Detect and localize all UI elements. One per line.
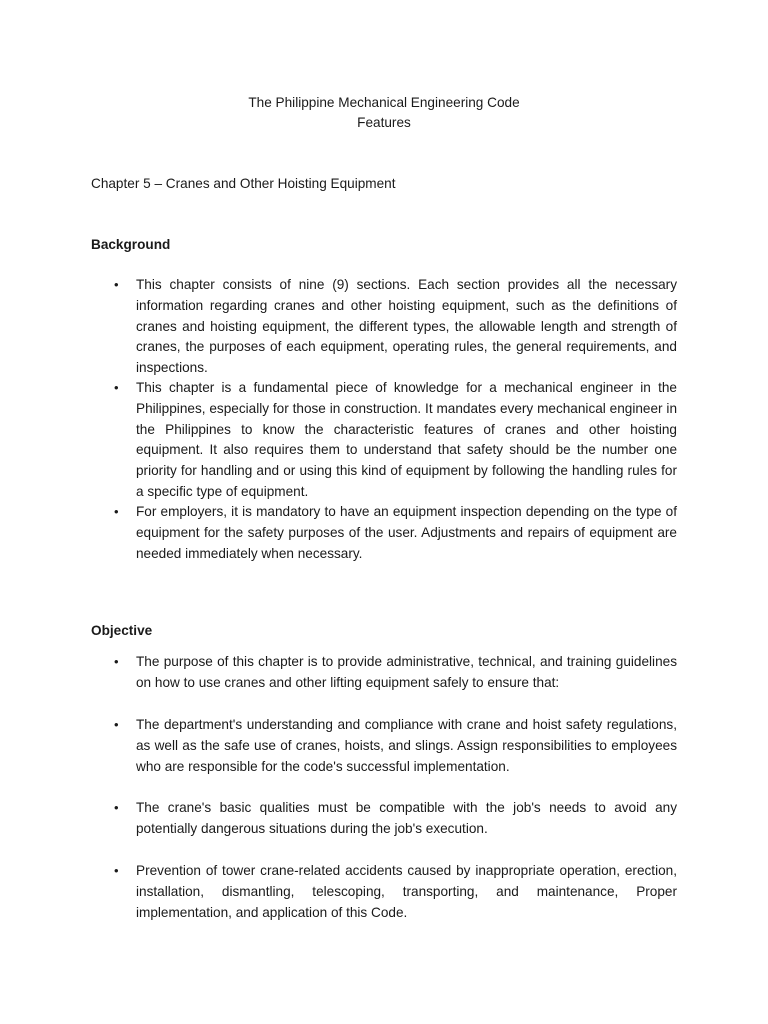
- list-item: [114, 715, 677, 777]
- document-title: The Philippine Mechanical Engineering Code: [248, 95, 520, 110]
- list-item: [114, 861, 677, 923]
- background-heading: Background: [91, 237, 171, 252]
- chapter-heading: Chapter 5 – Cranes and Other Hoisting Equipment: [91, 176, 396, 191]
- bullet-icon: •: [114, 277, 119, 292]
- list-item-text: This chapter consists of nine (9) sections. Each section provides all the necessary information regarding cranes and other hoisting equipment, such as the definitions of cranes and hoisting equipment, the different types, the allowable length and strength of cranes, the purposes of each equipment, operating rules, the general requirements, and inspections.: [136, 277, 677, 376]
- list-item-text: The purpose of this chapter is to provide administrative, technical, and training guidelines on how to use cranes and other lifting equipment safely to ensure that:: [136, 654, 677, 690]
- list-item-text: The department's understanding and compliance with crane and hoist safety regulations, as well as the safe use of cranes, hoists, and slings. Assign responsibilities to employees who are responsible for the code's successful implementation.: [136, 717, 677, 774]
- list-item-text: For employers, it is mandatory to have an equipment inspection depending on the type of equipment for the safety purposes of the user. Adjustments and repairs of equipment are needed immediately when necessary.: [136, 504, 677, 561]
- list-item: [114, 652, 677, 694]
- list-item: [114, 798, 677, 840]
- list-item-text: This chapter is a fundamental piece of knowledge for a mechanical engineer in the Philippines, especially for those in construction. It mandates every mechanical engineer in the Philippines to know the characteristic features of cranes and other hoisting equipment. It also requires them to understand that safety should be the number one priority for handling and or using this kind of equipment by following the handling rules for a specific type of equipment.: [136, 380, 677, 499]
- bullet-icon: •: [114, 504, 119, 519]
- list-item-text: Prevention of tower crane-related accidents caused by inappropriate operation, erection, installation, dismantling, telescoping, transporting, and maintenance, Proper implementation, and application of this Code.: [136, 863, 677, 920]
- bullet-icon: •: [114, 717, 119, 732]
- title-block: [0, 93, 768, 133]
- bullet-icon: •: [114, 380, 119, 395]
- bullet-icon: •: [114, 863, 119, 878]
- bullet-icon: •: [114, 654, 119, 669]
- list-item-text: The crane's basic qualities must be compatible with the job's needs to avoid any potentially dangerous situations during the job's execution.: [136, 800, 677, 836]
- bullet-icon: •: [114, 800, 119, 815]
- objective-heading: Objective: [91, 623, 153, 638]
- list-item: [114, 275, 677, 379]
- document-subtitle: Features: [357, 115, 411, 130]
- list-item: [114, 378, 677, 503]
- list-item: [114, 502, 677, 564]
